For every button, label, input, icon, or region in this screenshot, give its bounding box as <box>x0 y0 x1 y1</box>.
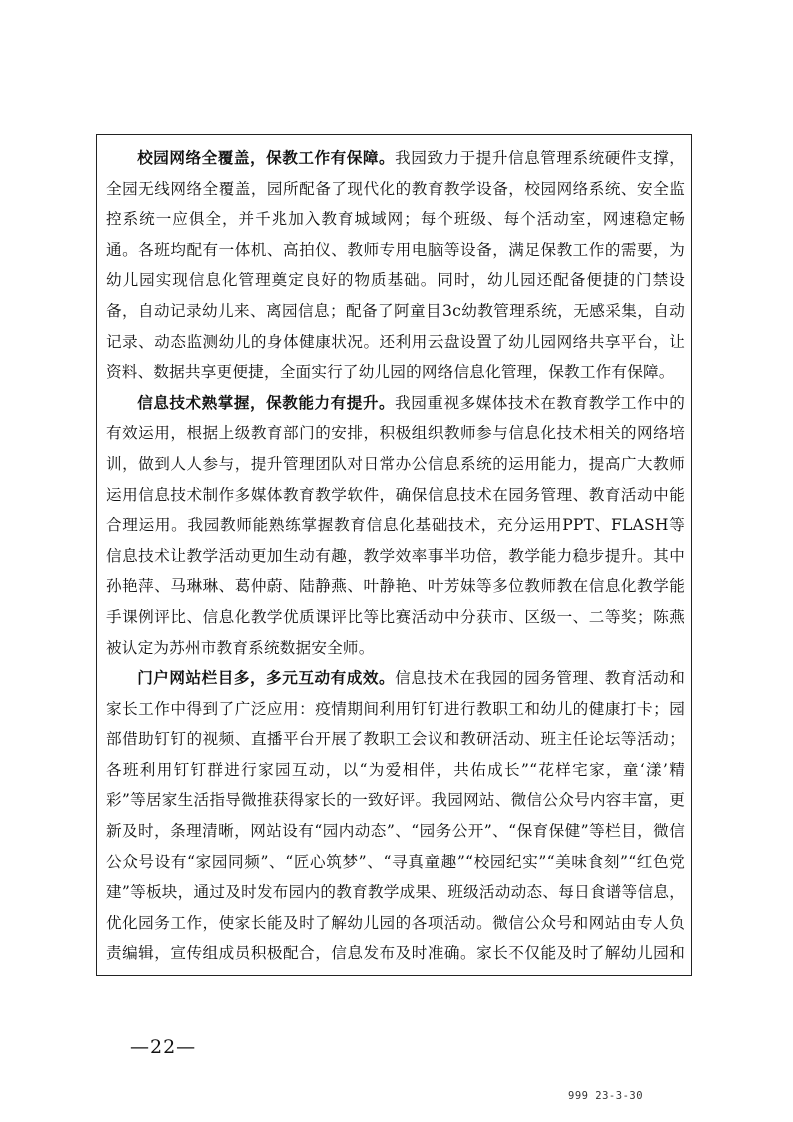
paragraph-body: 我园致力于提升信息管理系统硬件支撑，全园无线网络全覆盖，园所配备了现代化的教育教学设备，校园网络系统、安全监控系统一应俱全，并千兆加入教育城域网；每个班级、每个活动室，网速稳定畅通。各班均配有一体机、高拍仪、教师专用电脑等设备，满足保教工作的需要，为幼儿园实现信息化管理奠定良好的物质基础。同时，幼儿园还配备便捷的门禁设备，自动记录幼儿来、离园信息；配备了阿童目3c幼教管理系统，无感采集，自动记录、动态监测幼儿的身体健康状况。还利用云盘设置了幼儿园网络共享平台，让资料、数据共享更便捷，全面实行了幼儿园的网络信息化管理，保教工作有保障。 <box>106 149 685 382</box>
paragraph-lead: 信息技术熟掌握，保教能力有提升。 <box>137 392 396 412</box>
content-frame <box>96 134 692 976</box>
paragraph-lead: 校园网络全覆盖，保教工作有保障。 <box>137 148 396 167</box>
paragraph-body: 我园重视多媒体技术在教育教学工作中的有效运用，根据上级教育部门的安排，积极组织教师参与信息化技术相关的网络培训，做到人人参与，提升管理团队对日常办公信息系统的运用能力，提高广大教师运用信息技术制作多媒体教育教学软件，确保信息技术在园务管理、教育活动中能合理运用。我园教师能熟练掌握教育信息化基础技术，充分运用PPT、FLASH等信息技术让教学活动更加生动有趣，教学效率事半功倍，教学能力稳步提升。其中孙艳萍、马琳琳、葛仲蔚、陆静燕、叶静艳、叶芳妹等多位教师教在信息化教学能手课例评比、信息化教学优质课评比等比赛活动中分获市、区级一、二等奖；陈燕被认定为苏州市教育系统数据安全师。 <box>106 393 685 657</box>
paragraph-body: 信息技术在我园的园务管理、教育活动和家长工作中得到了广泛应用：疫情期间利用钉钉进行教职工和幼儿的健康打卡；园部借助钉钉的视频、直播平台开展了教职工会议和教研活动、班主任论坛等活动；各班利用钉钉群进行家园互动，以“为爱相伴，共佑成长”“花样宅家，童‘漾’精彩”等居家生活指导微推获得家长的一致好评。我园网站、微信公众号内容丰富，更新及时，条理清晰，网站设有“园内动态”、“园务公开”、“保育保健”等栏目，微信公众号设有“家园同频”、“匠心筑梦”、“寻真童趣”“校园纪实”“美味食刻”“红色党建”等板块，通过及时发布园内的教育教学成果、班级活动动态、每日食谱等信息，优化园务工作，使家长能及时了解幼儿园的各项活动。微信公众号和网站由专人负责编辑，宣传组成员积极配合，信息发布及时准确。家长不仅能及时了解幼儿园和 <box>106 669 685 963</box>
paragraph-it-skills <box>106 388 685 663</box>
print-stamp: 999 23-3-30 <box>568 1090 644 1102</box>
paragraph-portal-website <box>106 663 685 976</box>
paragraph-network-coverage <box>106 143 685 388</box>
paragraph-lead: 门户网站栏目多，多元互动有成效。 <box>137 668 396 688</box>
page-number: —22— <box>130 1036 197 1058</box>
